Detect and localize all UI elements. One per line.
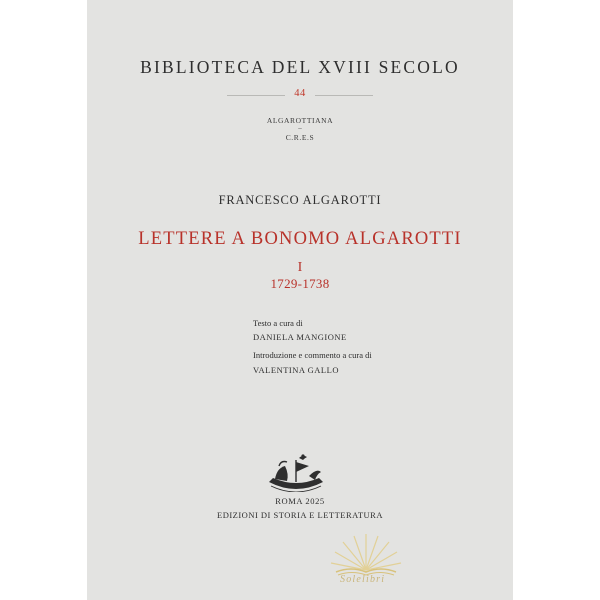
volume-number: 44 [294,88,306,99]
subseries-org: C.R.E.S [285,133,315,142]
credit-intro-label: Introduzione e commento a cura di [253,350,372,360]
book-cover [87,0,513,600]
credit-text-label: Testo a cura di [253,318,303,328]
publisher-name: EDIZIONI DI STORIA E LETTERATURA [217,510,383,520]
year-range: 1729-1738 [270,276,330,291]
ship-emblem-icon [265,452,327,492]
subseries-separator: – [298,124,302,132]
city-year: ROMA 2025 [275,496,325,506]
volume-part: I [297,260,303,275]
author-name: FRANCESCO ALGAROTTI [218,193,382,207]
series-title: BIBLIOTECA DEL XVIII SECOLO [140,57,460,77]
book-title: LETTERE A BONOMO ALGAROTTI [138,229,462,249]
subseries-name: ALGAROTTIANA [266,116,334,125]
credit-text-name: DANIELA MANGIONE [253,332,347,342]
credit-intro-name: VALENTINA GALLO [253,365,339,375]
sticker-label: Solelibri [340,574,386,585]
